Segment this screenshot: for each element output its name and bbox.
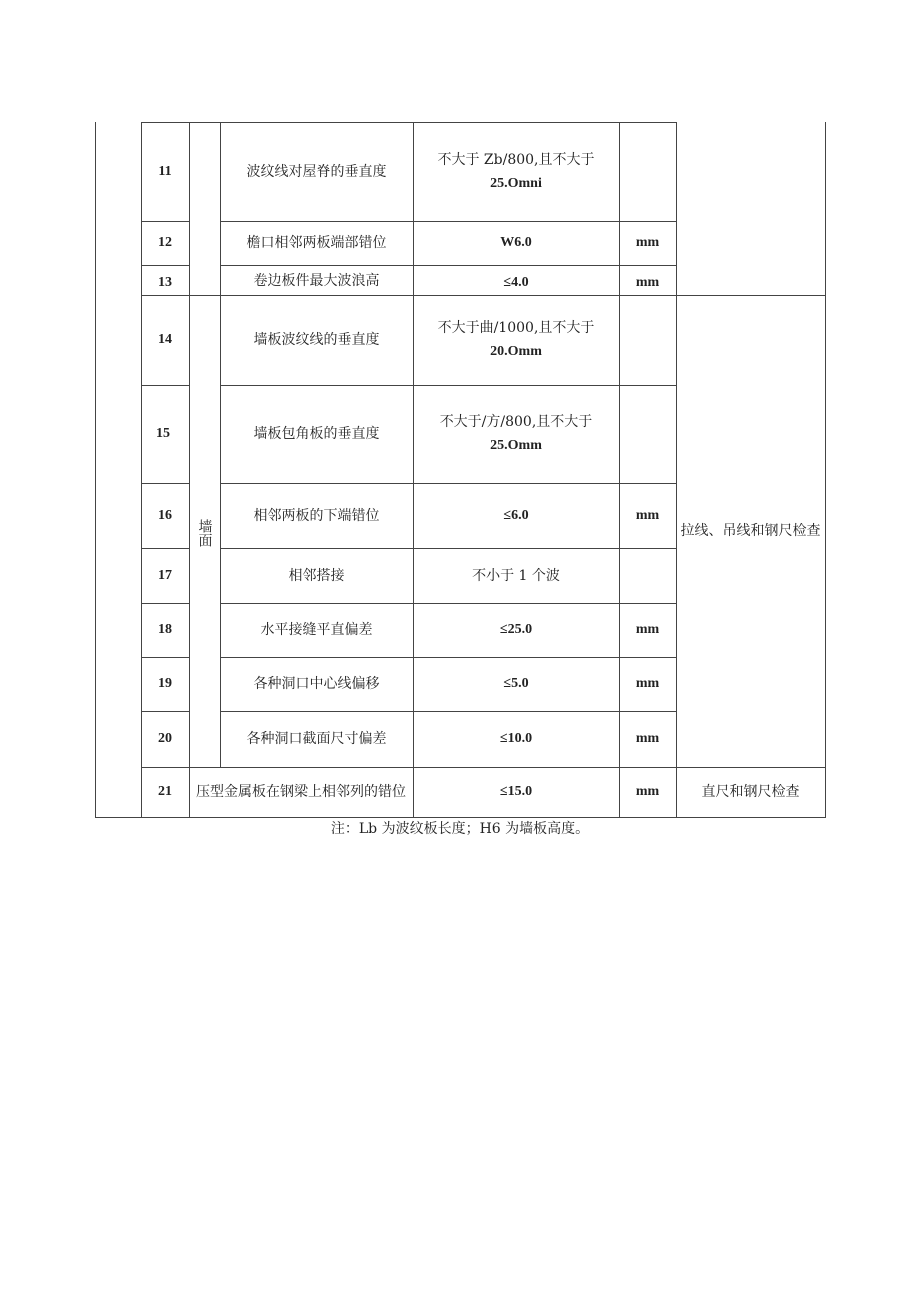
row-number: 15: [156, 426, 170, 441]
standard-line-1: 不大于/方/800,且不大于: [439, 414, 593, 430]
row-number: 19: [158, 676, 172, 691]
standard-line-1: 不大于曲/1000,且不大于: [437, 320, 595, 336]
standard-value: ≤25.0: [499, 622, 533, 637]
row-number: 14: [158, 332, 172, 347]
item-name: 相邻两板的下端错位: [253, 507, 380, 524]
unit: mm: [635, 784, 660, 799]
standard-value: 不小于 1 个波: [472, 567, 560, 584]
standard-value: ≤4.0: [503, 275, 529, 290]
inspection-method-wall: 拉线、吊线和钢尺检查: [680, 523, 821, 539]
border-group-left: [189, 122, 190, 818]
standard-value: ≤10.0: [499, 731, 533, 746]
item-name: 相邻搭接: [288, 567, 345, 584]
item-name: 墙板包角板的垂直度: [253, 426, 380, 442]
border-outer-left: [95, 122, 96, 818]
unit: mm: [635, 676, 660, 691]
standard-value: [413, 385, 619, 483]
standard-line-2: 25.Omni: [490, 175, 542, 191]
row-number: 21: [158, 784, 172, 799]
item-name: 卷边板件最大波浪高: [253, 273, 380, 289]
group-label-wall: 墙面: [196, 519, 213, 547]
row-line: [220, 265, 677, 266]
standard-value: ≤15.0: [499, 784, 533, 799]
unit: mm: [635, 507, 660, 523]
item-name: 压型金属板在钢梁上相邻列的错位: [196, 784, 406, 800]
standard-value: [413, 122, 619, 221]
item-name: 墙板波纹线的垂直度: [253, 332, 380, 348]
table-note: 注：Lb 为波纹板长度；H6 为墙板高度。: [330, 821, 590, 837]
inspection-method-21: 直尺和钢尺检查: [701, 784, 800, 800]
standard-value: ≤6.0: [503, 507, 529, 523]
standard-line-2: 25.Omm: [490, 438, 542, 453]
border-outer-right: [825, 122, 826, 818]
item-name: 波纹线对屋脊的垂直度: [246, 163, 387, 180]
unit: mm: [635, 731, 660, 746]
row-number: 16: [158, 507, 172, 523]
standard-value: W6.0: [500, 235, 532, 250]
row-number: 18: [158, 622, 172, 637]
standard-line-2: 20.Omm: [490, 344, 542, 359]
row-number: 17: [158, 567, 172, 583]
item-name: 各种洞口中心线偏移: [253, 676, 380, 692]
standard-line-1: 不大于 Zb/800,且不大于: [437, 151, 595, 168]
row-number: 11: [158, 163, 172, 179]
unit: mm: [635, 622, 660, 637]
row-number: 20: [158, 731, 172, 746]
row-number: 13: [158, 275, 172, 290]
row-number: 12: [158, 235, 172, 250]
row-line: [141, 265, 189, 266]
unit: mm: [635, 235, 660, 250]
unit: mm: [635, 275, 660, 290]
item-name: 檐口相邻两板端部错位: [246, 235, 387, 251]
standard-value: [413, 295, 619, 385]
item-name: 水平接缝平直偏差: [260, 622, 373, 638]
standard-value: ≤5.0: [503, 676, 529, 691]
item-name: 各种洞口截面尺寸偏差: [246, 731, 387, 747]
